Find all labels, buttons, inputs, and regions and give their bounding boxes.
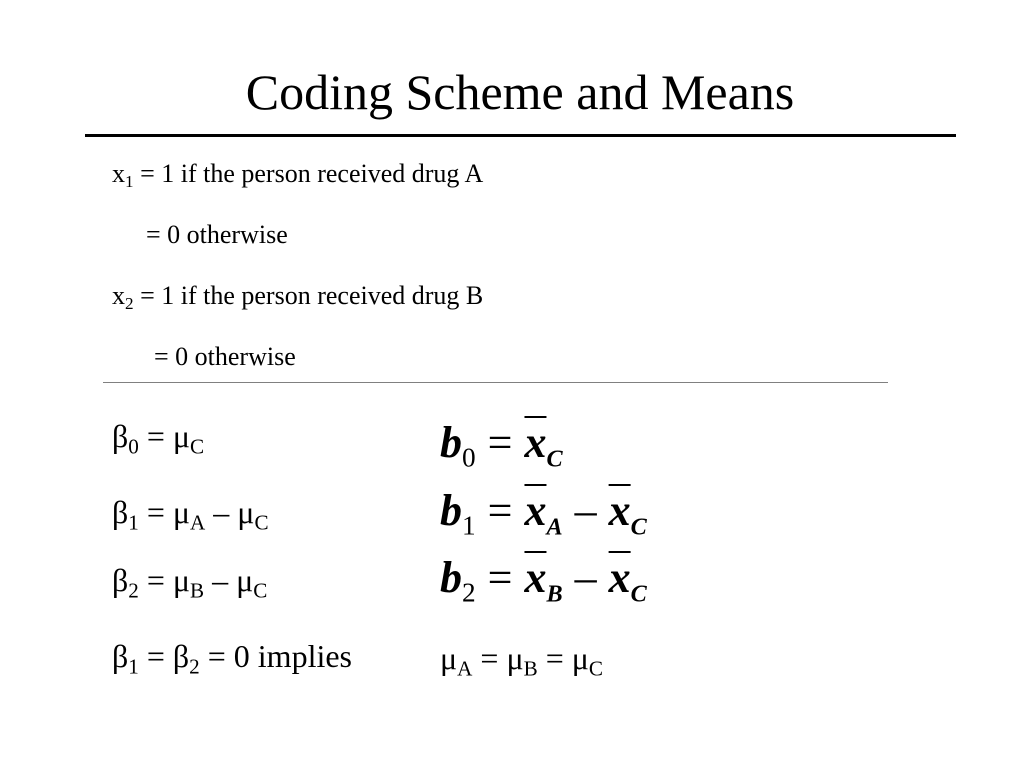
x1-var: x xyxy=(112,159,125,188)
implication-text: = 0 implies xyxy=(199,638,352,674)
param-beta0 xyxy=(112,416,205,459)
b-sub: 2 xyxy=(462,577,476,608)
coding-x1-line xyxy=(112,158,483,190)
b-symbol: b xyxy=(440,486,462,535)
mu-sub: C xyxy=(588,656,603,681)
beta-sub: 2 xyxy=(189,654,200,679)
mu-sub: B xyxy=(190,578,205,603)
minus-sign: – xyxy=(574,486,597,535)
xbar-sub: A xyxy=(546,513,563,541)
param-rhs: – μ xyxy=(204,562,254,598)
x2-rule: = 1 if the person received drug B xyxy=(133,281,484,310)
section-divider xyxy=(103,382,888,383)
means-text: = μ xyxy=(537,640,589,676)
beta-sub: 1 xyxy=(128,654,139,679)
implication-text: = β xyxy=(138,638,190,674)
beta-symbol: β xyxy=(112,638,129,674)
beta-symbol: β xyxy=(112,562,129,598)
xbar-sub: C xyxy=(630,580,647,608)
equals-sign: = xyxy=(487,418,513,467)
estimate-b2 xyxy=(440,553,647,608)
mu-sub: C xyxy=(190,434,205,459)
means-text: = μ xyxy=(472,640,524,676)
mu-symbol: μ xyxy=(440,640,458,676)
beta-sub: 2 xyxy=(128,578,139,603)
param-rhs: = μ xyxy=(138,562,191,598)
xbar-symbol: $\overline{x}$ xyxy=(608,553,631,602)
implication-statement xyxy=(112,636,352,679)
coding-x1-otherwise: = 0 otherwise xyxy=(146,220,288,249)
b-sub: 1 xyxy=(462,510,476,541)
mu-sub: A xyxy=(457,656,473,681)
param-rhs: = μ xyxy=(138,494,191,530)
coding-x2-otherwise: = 0 otherwise xyxy=(154,342,296,371)
b-symbol: b xyxy=(440,418,462,467)
b-symbol: b xyxy=(440,553,462,602)
beta-symbol: β xyxy=(112,494,129,530)
coding-x2-line xyxy=(112,280,483,312)
estimate-b1 xyxy=(440,486,647,541)
equals-sign: = xyxy=(487,486,513,535)
mu-sub: C xyxy=(254,510,269,535)
x2-sub: 2 xyxy=(125,294,134,314)
xbar-symbol: $\overline{x}$ xyxy=(608,486,631,535)
x1-sub: 1 xyxy=(125,172,134,192)
title-underline xyxy=(85,134,956,137)
param-rhs: = μ xyxy=(138,418,191,454)
slide-title: Coding Scheme and Means xyxy=(245,64,795,120)
xbar-sub: B xyxy=(546,580,563,608)
x2-var: x xyxy=(112,281,125,310)
mu-sub: B xyxy=(523,656,538,681)
param-beta2 xyxy=(112,560,268,603)
param-rhs: – μ xyxy=(205,494,255,530)
param-beta1 xyxy=(112,492,269,535)
beta-sub: 1 xyxy=(128,510,139,535)
mu-sub: C xyxy=(253,578,268,603)
xbar-symbol: $\overline{x}$ xyxy=(524,553,547,602)
beta-symbol: β xyxy=(112,418,129,454)
x1-rule: = 1 if the person received drug A xyxy=(133,159,484,188)
estimate-b0 xyxy=(440,418,563,473)
beta-sub: 0 xyxy=(128,434,139,459)
b-sub: 0 xyxy=(462,442,476,473)
xbar-symbol: $\overline{x}$ xyxy=(524,418,547,467)
xbar-sub: C xyxy=(630,513,647,541)
minus-sign: – xyxy=(574,553,597,602)
equals-sign: = xyxy=(487,553,513,602)
mu-sub: A xyxy=(190,510,206,535)
xbar-sub: C xyxy=(546,445,563,473)
xbar-symbol: $\overline{x}$ xyxy=(524,486,547,535)
implication-means xyxy=(440,638,603,681)
